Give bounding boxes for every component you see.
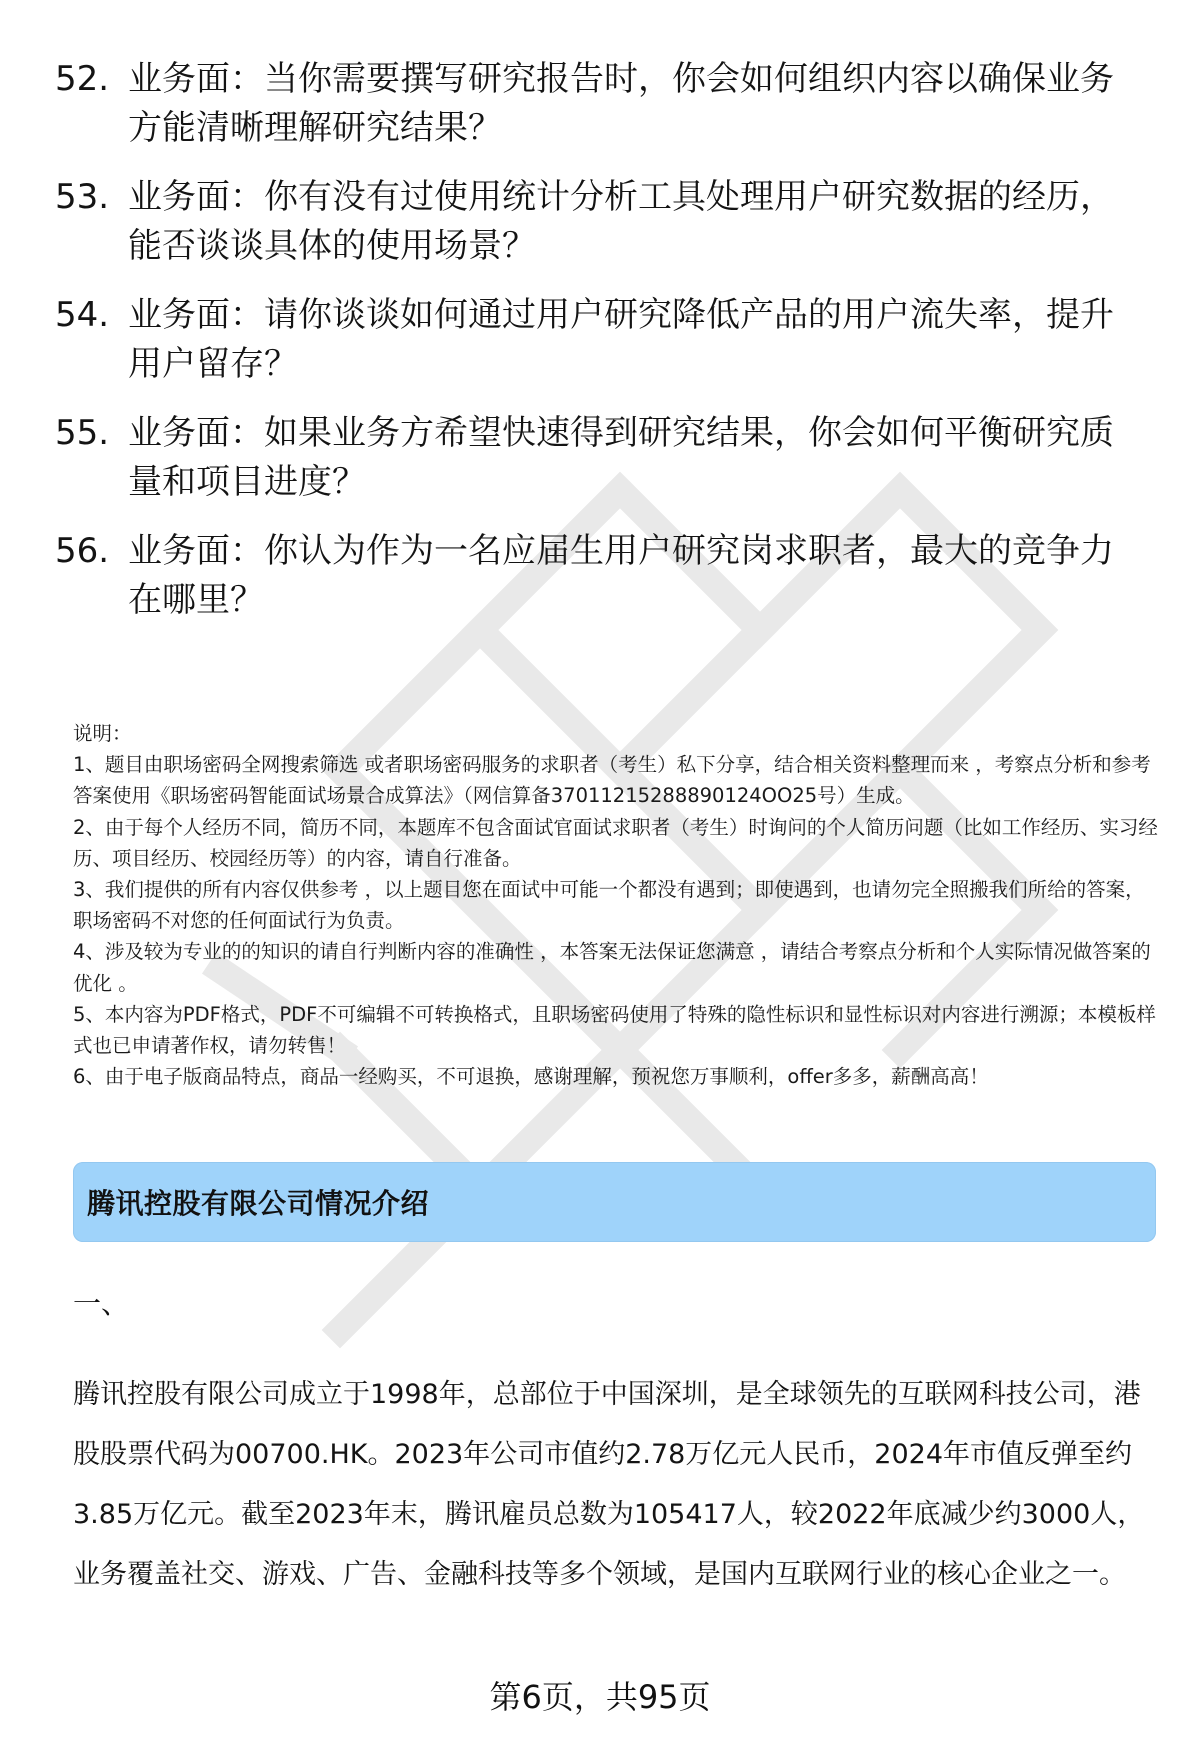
note-item-5: 5、本内容为PDF格式，PDF不可编辑不可转换格式，且职场密码使用了特殊的隐性标识和显性标识对内容进行溯源；本模板样式也已申请著作权，请勿转售！ xyxy=(73,1002,1156,1058)
note-item-6: 6、由于电子版商品特点，商品一经购买，不可退换，感谢理解，预祝您万事顺利，offer多多，薪酬高高！ xyxy=(73,1065,989,1089)
note-item-2: 2、由于每个人经历不同，简历不同，本题库不包含面试官面试求职者（考生）时询问的个人简历问题（比如工作经历、实习经历、项目经历、校园经历等）的内容，请自行准备。 xyxy=(73,815,1158,870)
section-header-banner xyxy=(73,1162,1156,1242)
question-number: 55. xyxy=(55,413,110,453)
question-number: 56. xyxy=(55,531,110,571)
question-text: 业务面：你有没有过使用统计分析工具处理用户研究数据的经历，能否谈谈具体的使用场景？ xyxy=(128,177,1114,266)
question-number: 52. xyxy=(55,59,110,99)
question-item-52 xyxy=(55,55,1155,153)
disclaimer-notes xyxy=(73,718,1163,1092)
section-subheading: 一、 xyxy=(73,1287,130,1320)
question-number: 54. xyxy=(55,295,110,335)
question-text: 业务面：当你需要撰写研究报告时，你会如何组织内容以确保业务方能清晰理解研究结果？ xyxy=(128,59,1114,148)
section-title: 腾讯控股有限公司情况介绍 xyxy=(87,1187,430,1220)
note-item-3: 3、我们提供的所有内容仅供参考 ，以上题目您在面试中可能一个都没有遇到；即使遇到，也请勿完全照搬我们所给的答案，职场密码不对您的任何面试行为负责。 xyxy=(73,878,1145,933)
question-text: 业务面：如果业务方希望快速得到研究结果，你会如何平衡研究质量和项目进度？ xyxy=(128,413,1114,502)
company-intro-paragraph: 腾讯控股有限公司成立于1998年，总部位于中国深圳，是全球领先的互联网科技公司，港股股票代码为00700.HK。2023年公司市值约2.78万亿元人民币，2024年市值反弹至约3.85万亿元。截至2023年末，腾讯雇员总数为105417人，较2022年底减少约3000人，业务覆盖社交、游戏、广告、金融科技等多个领域，是国内互联网行业的核心企业之一。 xyxy=(73,1379,1145,1590)
question-item-56 xyxy=(55,527,1155,625)
question-number: 53. xyxy=(55,177,110,217)
question-item-53 xyxy=(55,173,1155,271)
note-item-4: 4、涉及较为专业的的知识的请自行判断内容的准确性 ，本答案无法保证您满意 ，请结合考察点分析和个人实际情况做答案的优化 。 xyxy=(73,940,1151,995)
notes-title: 说明： xyxy=(73,722,132,745)
question-item-55 xyxy=(55,409,1155,507)
note-item-1: 1、题目由职场密码全网搜索筛选 或者职场密码服务的求职者（考生）私下分享，结合相关资料整理而来 ，考察点分析和参考答案使用《职场密码智能面试场景合成算法》（网信算备37011215288890124OO25号）生成。 xyxy=(73,753,1151,808)
page-number: 第6页，共95页 xyxy=(489,1678,711,1716)
question-text: 业务面：你认为作为一名应届生用户研究岗求职者，最大的竞争力在哪里？ xyxy=(128,531,1114,620)
question-item-54 xyxy=(55,291,1155,389)
question-text: 业务面：请你谈谈如何通过用户研究降低产品的用户流失率，提升用户留存？ xyxy=(128,295,1114,384)
